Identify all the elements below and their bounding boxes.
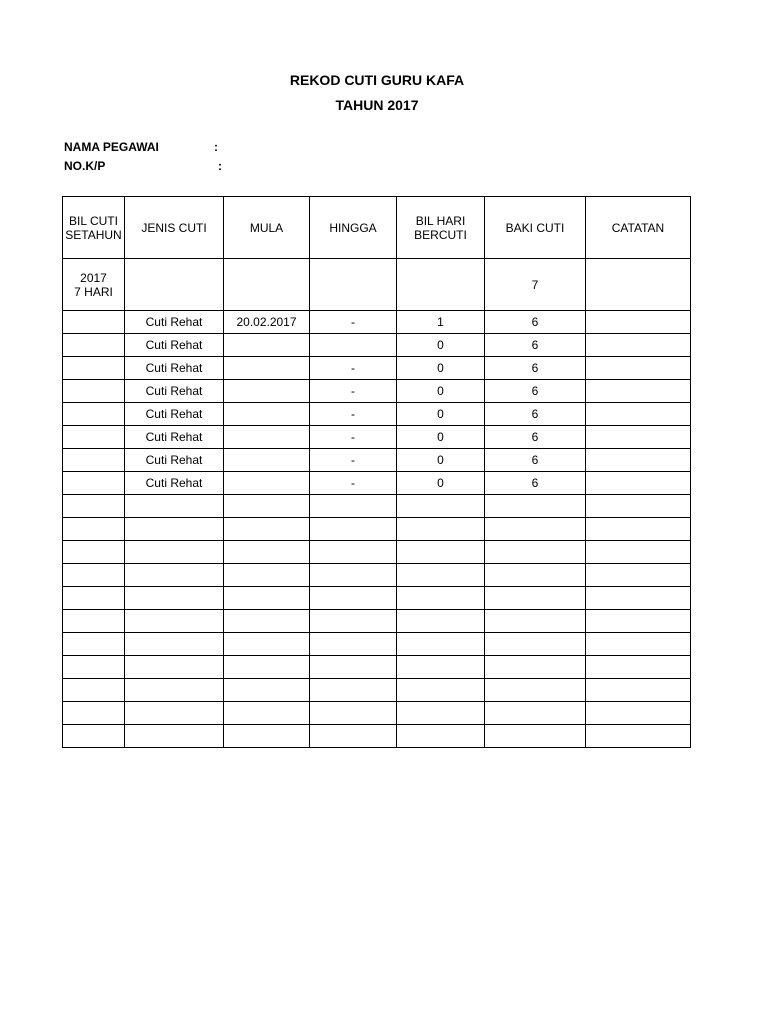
cell-hingga bbox=[310, 702, 397, 725]
cell-catatan bbox=[586, 495, 691, 518]
table-row bbox=[63, 334, 691, 357]
cell-bil-cuti: 2017 7 HARI bbox=[63, 259, 125, 311]
table-row bbox=[63, 587, 691, 610]
cell-baki-cuti: 6 bbox=[485, 311, 586, 334]
cell-bil-hari: 0 bbox=[397, 426, 485, 449]
cell-mula bbox=[224, 449, 310, 472]
cell-catatan bbox=[586, 610, 691, 633]
cell-bil-cuti bbox=[63, 656, 125, 679]
cell-baki-cuti: 6 bbox=[485, 426, 586, 449]
cell-baki-cuti: 7 bbox=[485, 259, 586, 311]
cell-jenis-cuti bbox=[125, 610, 224, 633]
cell-mula bbox=[224, 426, 310, 449]
cell-hingga bbox=[310, 334, 397, 357]
table-row bbox=[63, 403, 691, 426]
header-mula: MULA bbox=[224, 197, 310, 259]
cell-bil-hari bbox=[397, 518, 485, 541]
table-row bbox=[63, 610, 691, 633]
cell-catatan bbox=[586, 403, 691, 426]
cell-catatan bbox=[586, 679, 691, 702]
cell-hingga: - bbox=[310, 449, 397, 472]
cell-mula bbox=[224, 403, 310, 426]
cell-baki-cuti: 6 bbox=[485, 357, 586, 380]
header-baki-cuti: BAKI CUTI bbox=[485, 197, 586, 259]
cell-catatan bbox=[586, 541, 691, 564]
cell-bil-cuti bbox=[63, 564, 125, 587]
cell-hingga bbox=[310, 564, 397, 587]
field-label-nama-pegawai: NAMA PEGAWAI bbox=[64, 140, 159, 154]
cell-catatan bbox=[586, 725, 691, 748]
cell-mula bbox=[224, 259, 310, 311]
cell-catatan bbox=[586, 472, 691, 495]
cell-hingga: - bbox=[310, 426, 397, 449]
header-jenis-cuti: JENIS CUTI bbox=[125, 197, 224, 259]
cell-hingga: - bbox=[310, 357, 397, 380]
cell-baki-cuti bbox=[485, 587, 586, 610]
cell-bil-hari: 0 bbox=[397, 449, 485, 472]
field-separator-nama-pegawai: : bbox=[214, 140, 218, 154]
cell-hingga bbox=[310, 679, 397, 702]
cell-jenis-cuti: Cuti Rehat bbox=[125, 380, 224, 403]
field-separator-no-kp: : bbox=[218, 159, 222, 173]
cell-hingga: - bbox=[310, 472, 397, 495]
cell-baki-cuti: 6 bbox=[485, 334, 586, 357]
cell-mula bbox=[224, 587, 310, 610]
cell-jenis-cuti bbox=[125, 541, 224, 564]
cell-catatan bbox=[586, 633, 691, 656]
cell-bil-hari bbox=[397, 656, 485, 679]
cell-jenis-cuti bbox=[125, 725, 224, 748]
cell-jenis-cuti: Cuti Rehat bbox=[125, 449, 224, 472]
table-row bbox=[63, 633, 691, 656]
cell-jenis-cuti bbox=[125, 702, 224, 725]
cell-mula bbox=[224, 334, 310, 357]
cell-jenis-cuti bbox=[125, 587, 224, 610]
cell-hingga: - bbox=[310, 311, 397, 334]
table-row bbox=[63, 495, 691, 518]
cell-bil-hari bbox=[397, 702, 485, 725]
cell-mula bbox=[224, 725, 310, 748]
cell-baki-cuti bbox=[485, 656, 586, 679]
cell-bil-hari bbox=[397, 610, 485, 633]
table-row bbox=[63, 357, 691, 380]
document-subtitle: TAHUN 2017 bbox=[335, 97, 419, 113]
cell-mula bbox=[224, 656, 310, 679]
cell-hingga bbox=[310, 541, 397, 564]
cell-mula: 20.02.2017 bbox=[224, 311, 310, 334]
cell-hingga bbox=[310, 587, 397, 610]
cell-catatan bbox=[586, 702, 691, 725]
cell-bil-cuti bbox=[63, 518, 125, 541]
cell-bil-cuti bbox=[63, 725, 125, 748]
cell-bil-cuti bbox=[63, 472, 125, 495]
field-label-no-kp: NO.K/P bbox=[64, 159, 106, 173]
cell-bil-hari: 0 bbox=[397, 472, 485, 495]
cell-hingga bbox=[310, 656, 397, 679]
cell-baki-cuti bbox=[485, 702, 586, 725]
cell-mula bbox=[224, 702, 310, 725]
cell-baki-cuti bbox=[485, 518, 586, 541]
cell-catatan bbox=[586, 564, 691, 587]
cell-mula bbox=[224, 495, 310, 518]
cell-hingga bbox=[310, 259, 397, 311]
cell-jenis-cuti: Cuti Rehat bbox=[125, 426, 224, 449]
cell-bil-cuti bbox=[63, 334, 125, 357]
cell-mula bbox=[224, 541, 310, 564]
cell-bil-hari bbox=[397, 259, 485, 311]
table-row bbox=[63, 426, 691, 449]
cell-bil-hari bbox=[397, 679, 485, 702]
table-row bbox=[63, 380, 691, 403]
cell-bil-cuti bbox=[63, 633, 125, 656]
cell-jenis-cuti bbox=[125, 679, 224, 702]
cell-baki-cuti bbox=[485, 564, 586, 587]
cell-bil-cuti bbox=[63, 426, 125, 449]
cell-mula bbox=[224, 679, 310, 702]
cell-mula bbox=[224, 633, 310, 656]
cell-bil-cuti bbox=[63, 587, 125, 610]
document-title: REKOD CUTI GURU KAFA bbox=[289, 72, 465, 88]
header-hingga: HINGGA bbox=[310, 197, 397, 259]
cell-bil-cuti bbox=[63, 495, 125, 518]
cell-bil-hari bbox=[397, 541, 485, 564]
cell-baki-cuti bbox=[485, 495, 586, 518]
cell-hingga: - bbox=[310, 380, 397, 403]
table-row bbox=[63, 564, 691, 587]
cell-catatan bbox=[586, 656, 691, 679]
cell-baki-cuti: 6 bbox=[485, 472, 586, 495]
cell-baki-cuti bbox=[485, 610, 586, 633]
table-row bbox=[63, 656, 691, 679]
cell-baki-cuti bbox=[485, 679, 586, 702]
cell-hingga bbox=[310, 518, 397, 541]
header-bil-cuti-setahun: BIL CUTI SETAHUN bbox=[63, 197, 125, 259]
table-row bbox=[63, 679, 691, 702]
cell-catatan bbox=[586, 357, 691, 380]
cell-bil-hari: 0 bbox=[397, 357, 485, 380]
cell-mula bbox=[224, 472, 310, 495]
cell-bil-cuti bbox=[63, 702, 125, 725]
cell-hingga: - bbox=[310, 403, 397, 426]
cell-jenis-cuti bbox=[125, 518, 224, 541]
cell-hingga bbox=[310, 610, 397, 633]
cell-baki-cuti: 6 bbox=[485, 449, 586, 472]
cell-catatan bbox=[586, 259, 691, 311]
cell-bil-hari bbox=[397, 725, 485, 748]
cell-baki-cuti: 6 bbox=[485, 380, 586, 403]
cell-bil-cuti bbox=[63, 679, 125, 702]
cell-bil-cuti bbox=[63, 357, 125, 380]
cell-jenis-cuti bbox=[125, 633, 224, 656]
cell-hingga bbox=[310, 633, 397, 656]
table-row bbox=[63, 541, 691, 564]
cell-bil-cuti bbox=[63, 610, 125, 633]
cell-bil-cuti bbox=[63, 449, 125, 472]
table-row bbox=[63, 449, 691, 472]
cell-bil-hari bbox=[397, 495, 485, 518]
table-row-year-summary bbox=[63, 259, 691, 311]
cell-bil-cuti bbox=[63, 541, 125, 564]
table-row bbox=[63, 311, 691, 334]
table-row bbox=[63, 725, 691, 748]
cell-hingga bbox=[310, 495, 397, 518]
cell-mula bbox=[224, 357, 310, 380]
cell-baki-cuti bbox=[485, 633, 586, 656]
cell-baki-cuti bbox=[485, 725, 586, 748]
leave-record-table bbox=[62, 196, 691, 748]
cell-bil-hari: 0 bbox=[397, 380, 485, 403]
cell-jenis-cuti: Cuti Rehat bbox=[125, 311, 224, 334]
cell-mula bbox=[224, 610, 310, 633]
cell-jenis-cuti bbox=[125, 259, 224, 311]
cell-jenis-cuti: Cuti Rehat bbox=[125, 472, 224, 495]
table-row bbox=[63, 702, 691, 725]
cell-catatan bbox=[586, 311, 691, 334]
cell-mula bbox=[224, 518, 310, 541]
cell-catatan bbox=[586, 334, 691, 357]
cell-catatan bbox=[586, 518, 691, 541]
cell-bil-cuti bbox=[63, 380, 125, 403]
cell-bil-hari: 0 bbox=[397, 334, 485, 357]
cell-catatan bbox=[586, 587, 691, 610]
cell-bil-hari bbox=[397, 587, 485, 610]
header-catatan: CATATAN bbox=[586, 197, 691, 259]
cell-catatan bbox=[586, 380, 691, 403]
cell-jenis-cuti: Cuti Rehat bbox=[125, 357, 224, 380]
cell-bil-hari: 0 bbox=[397, 403, 485, 426]
cell-mula bbox=[224, 380, 310, 403]
cell-bil-hari bbox=[397, 564, 485, 587]
cell-bil-hari: 1 bbox=[397, 311, 485, 334]
cell-hingga bbox=[310, 725, 397, 748]
cell-bil-cuti bbox=[63, 403, 125, 426]
cell-bil-cuti bbox=[63, 311, 125, 334]
cell-jenis-cuti bbox=[125, 656, 224, 679]
cell-jenis-cuti: Cuti Rehat bbox=[125, 334, 224, 357]
cell-jenis-cuti bbox=[125, 495, 224, 518]
cell-baki-cuti bbox=[485, 541, 586, 564]
table-row bbox=[63, 472, 691, 495]
cell-jenis-cuti bbox=[125, 564, 224, 587]
header-bil-hari-bercuti: BIL HARI BERCUTI bbox=[397, 197, 485, 259]
cell-catatan bbox=[586, 449, 691, 472]
cell-jenis-cuti: Cuti Rehat bbox=[125, 403, 224, 426]
cell-mula bbox=[224, 564, 310, 587]
table-header-row bbox=[63, 197, 691, 259]
cell-baki-cuti: 6 bbox=[485, 403, 586, 426]
table-row bbox=[63, 518, 691, 541]
cell-bil-hari bbox=[397, 633, 485, 656]
cell-catatan bbox=[586, 426, 691, 449]
